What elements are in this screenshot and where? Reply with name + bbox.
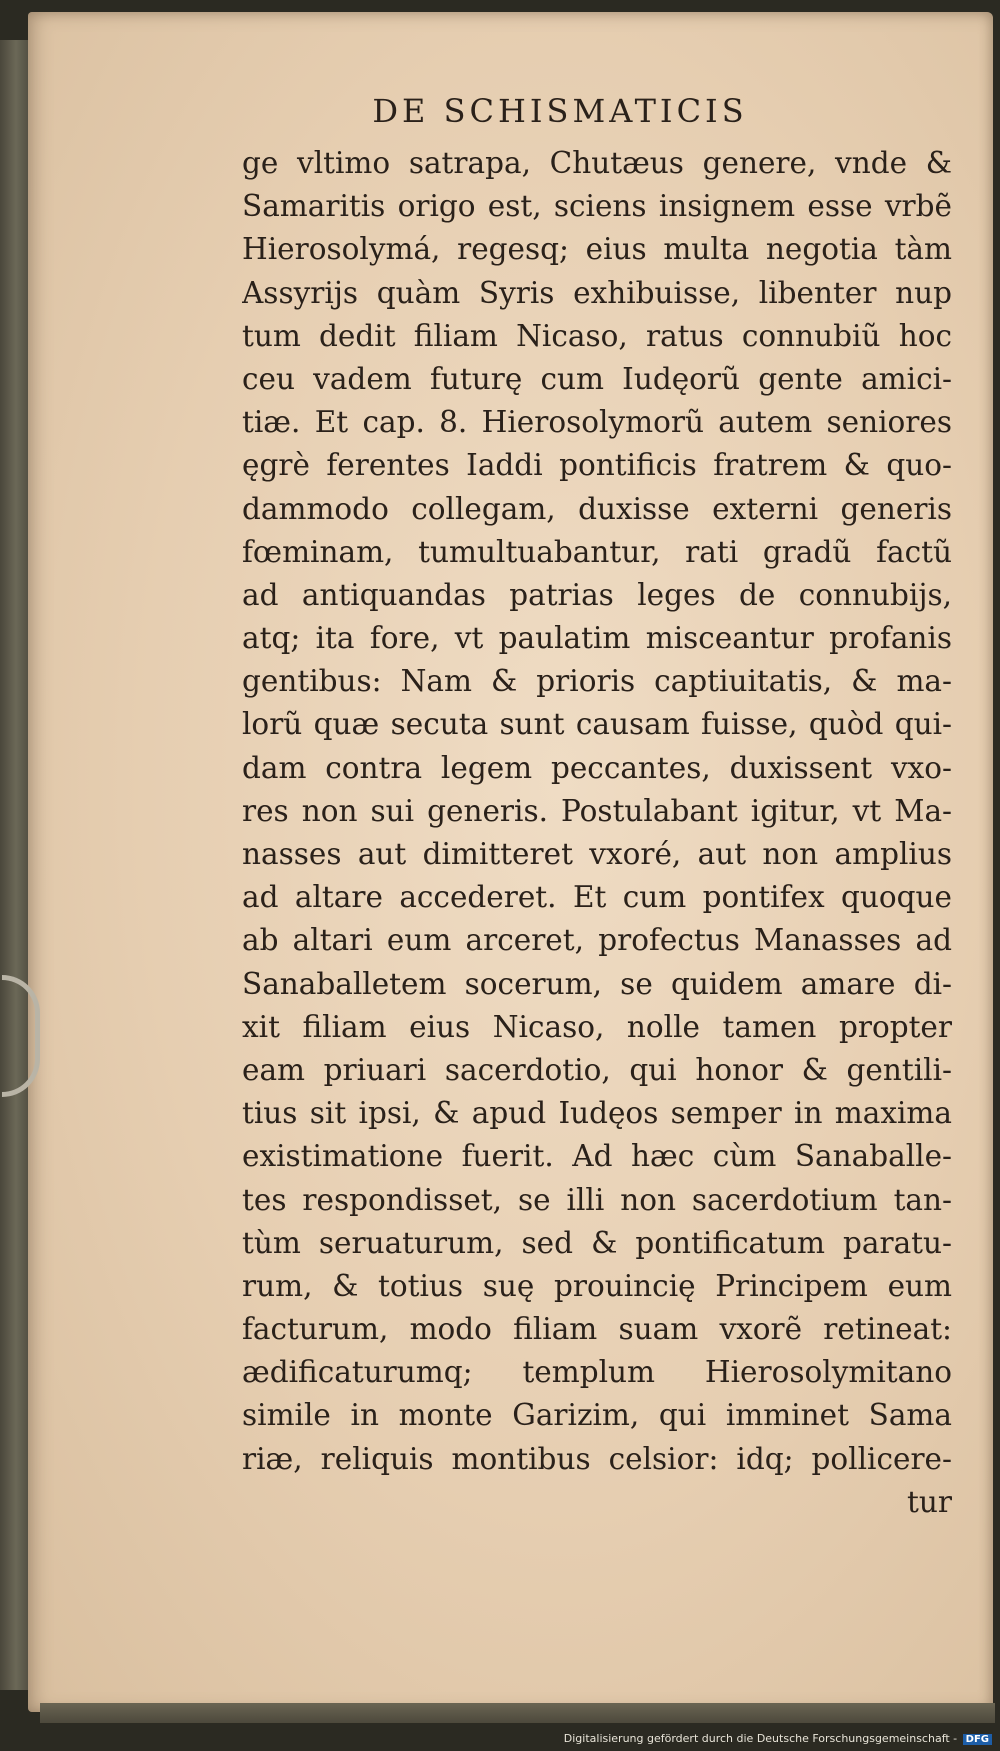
text-block xyxy=(242,142,952,1524)
text-line: ædificaturumq; templum Hierosolymitano xyxy=(242,1355,952,1390)
text-line: eam priuari sacerdotio, qui honor & gentili- xyxy=(242,1052,952,1087)
text-line: ceu vadem futurę cum Iudęorũ gente amici- xyxy=(242,361,952,396)
text-line: dam contra legem peccantes, duxissent vxo- xyxy=(242,750,952,785)
text-line: tiæ. Et cap. 8. Hierosolymorũ autem seniores xyxy=(242,405,952,440)
text-line: Samaritis origo est, sciens insignem esse vrbẽ xyxy=(242,189,952,224)
text-line: nasses aut dimitteret vxoré, aut non amplius xyxy=(242,837,952,871)
text-line: dammodo collegam, duxisse externi generis xyxy=(242,491,952,526)
text-line: gentibus: Nam & prioris captiuitatis, & ma- xyxy=(242,664,952,699)
text-line: facturum, modo filiam suam vxorẽ retineat: xyxy=(242,1312,952,1347)
text-line: tes respondisset, se illi non sacerdotium tan- xyxy=(242,1182,952,1217)
text-line: tum dedit filiam Nicaso, ratus connubiũ hoc xyxy=(242,318,952,353)
dfg-logo: DFG xyxy=(963,1734,992,1745)
text-line: res non sui generis. Postulabant igitur, vt Ma- xyxy=(242,793,952,828)
text-line: Hierosolymá, regesq; eius multa negotia tàm xyxy=(242,232,952,267)
text-line: ad altare accederet. Et cum pontifex quoque xyxy=(242,880,952,915)
text-line: Sanaballetem socerum, se quidem amare di- xyxy=(242,966,952,1001)
page-stack-edge xyxy=(40,1703,995,1723)
text-line: ęgrè ferentes Iaddi pontificis fratrem & quo- xyxy=(242,448,952,483)
text-line: existimatione fuerit. Ad hæc cùm Sanaballe- xyxy=(242,1139,952,1174)
text-line: tùm seruaturum, sed & pontificatum paratu- xyxy=(242,1225,952,1260)
catchword: tur xyxy=(907,1484,952,1519)
text-line: ad antiquandas patrias leges de connubijs, xyxy=(242,577,952,612)
text-line: ab altari eum arceret, profectus Manasses ad xyxy=(242,923,952,958)
running-head: DE SCHISMATICIS xyxy=(372,92,748,130)
text-line: fœminam, tumultuabantur, rati gradũ factũ xyxy=(242,534,952,569)
text-line: xit filiam eius Nicaso, nolle tamen propter xyxy=(242,1009,952,1044)
text-line: simile in monte Garizim, qui imminet Sama xyxy=(242,1398,952,1433)
digitization-credit xyxy=(564,1732,992,1745)
text-line: lorũ quæ secuta sunt causam fuisse, quòd qui- xyxy=(242,707,952,742)
text-line: riæ, reliquis montibus celsior: idq; pollicere- xyxy=(242,1441,952,1476)
text-line: tius sit ipsi, & apud Iudęos semper in maxima xyxy=(242,1096,952,1131)
text-line: atq; ita fore, vt paulatim misceantur profanis xyxy=(242,621,952,656)
credit-text: Digitalisierung gefördert durch die Deutsche Forschungsgemeinschaft - xyxy=(563,1732,958,1745)
page-clip xyxy=(2,975,40,1097)
text-line: rum, & totius suę prouincię Principem eum xyxy=(242,1268,952,1303)
text-line: Assyrijs quàm Syris exhibuisse, libenter nup xyxy=(242,275,952,310)
text-line: ge vltimo satrapa, Chutæus genere, vnde & xyxy=(242,146,952,180)
